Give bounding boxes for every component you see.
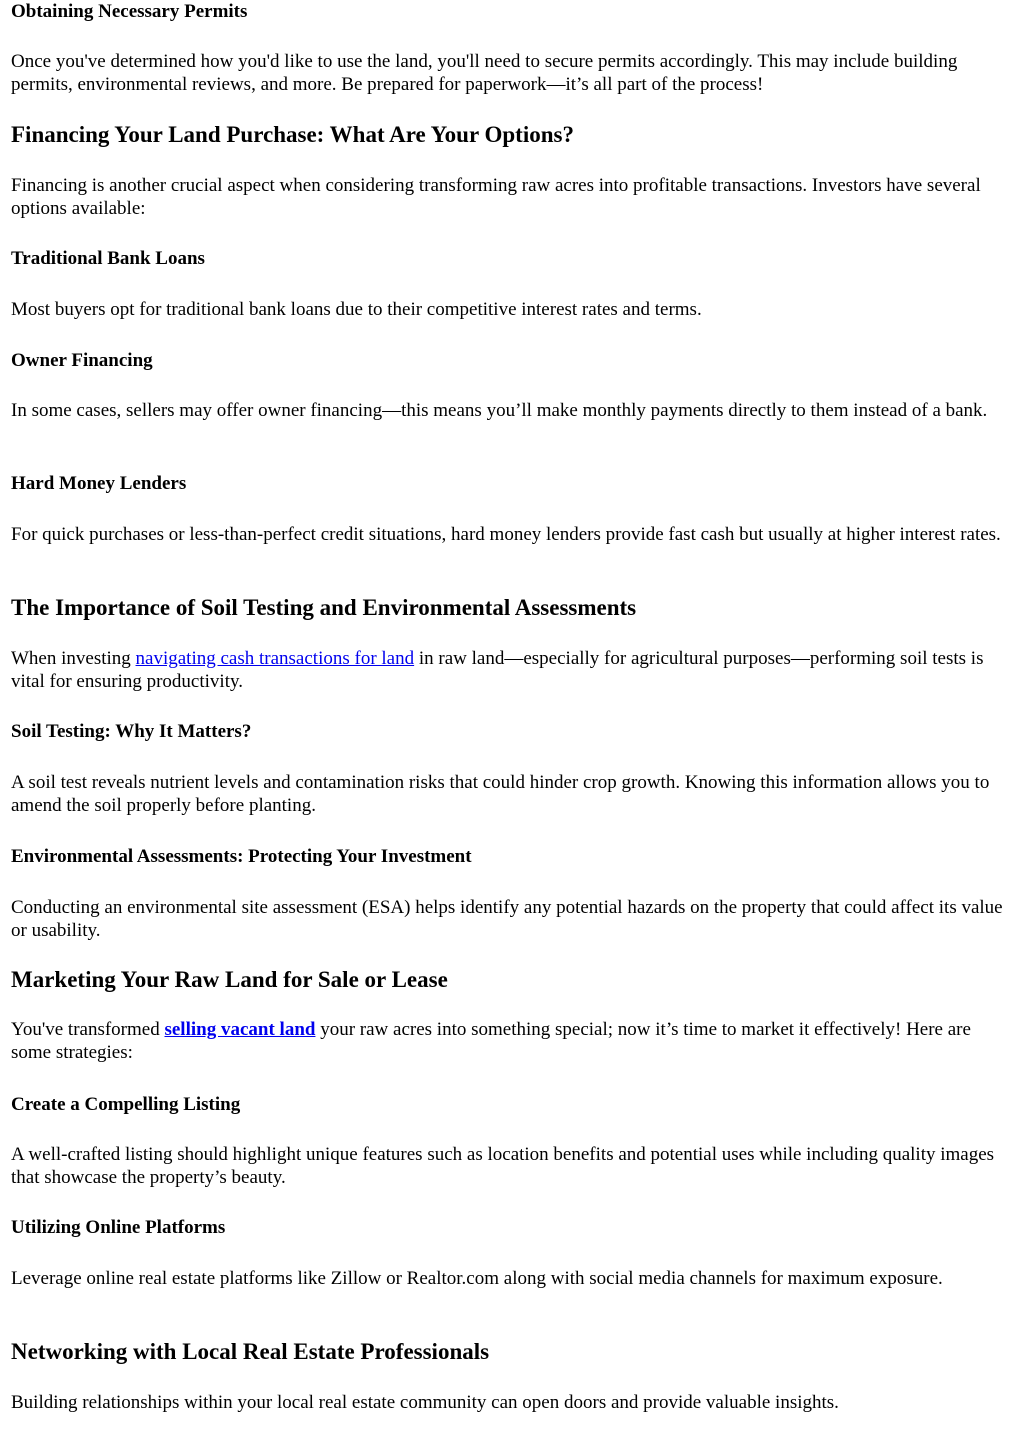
heading-marketing: Marketing Your Raw Land for Sale or Lease	[11, 967, 448, 992]
paragraph-environmental-assessments: Conducting an environmental site assessment (ESA) helps identify any potential hazards on the property that could affect its value or usability.	[11, 897, 1003, 941]
paragraph-compelling-listing: A well-crafted listing should highlight unique features such as location benefits and potential uses while including quality images that showcase the property’s beauty.	[11, 1144, 995, 1188]
heading-obtaining-permits: Obtaining Necessary Permits	[11, 1, 248, 22]
marketing-intro-before: You've transformed	[11, 1019, 165, 1040]
heading-online-platforms: Utilizing Online Platforms	[11, 1217, 226, 1238]
heading-environmental-assessments: Environmental Assessments: Protecting Your Investment	[11, 846, 472, 867]
paragraph-online-platforms: Leverage online real estate platforms like Zillow or Realtor.com along with social media channels for maximum exposure.	[11, 1268, 943, 1289]
paragraph-soil-testing: A soil test reveals nutrient levels and contamination risks that could hinder crop growth. Knowing this information allows you to amend the soil properly before planting.	[11, 772, 990, 816]
soil-intro-before: When investing	[11, 648, 136, 669]
heading-bank-loans: Traditional Bank Loans	[11, 248, 205, 269]
link-navigating-cash-transactions[interactable]: navigating cash transactions for land	[135, 648, 415, 669]
heading-hard-money: Hard Money Lenders	[11, 473, 187, 494]
paragraph-hard-money: For quick purchases or less-than-perfect credit situations, hard money lenders provide fast cash but usually at higher interest rates.	[11, 524, 1001, 545]
heading-compelling-listing: Create a Compelling Listing	[11, 1094, 241, 1115]
soil-intro-after: in raw land—especially for agricultural purposes—performing soil tests is vital for ensuring productivity.	[11, 648, 984, 692]
heading-soil-testing-importance: The Importance of Soil Testing and Environmental Assessments	[11, 595, 637, 620]
paragraph-owner-financing: In some cases, sellers may offer owner financing—this means you’ll make monthly payments directly to them instead of a bank.	[11, 400, 988, 421]
paragraph-permits: Once you've determined how you'd like to use the land, you'll need to secure permits accordingly. This may include building permits, environmental reviews, and more. Be prepared for paperwork—it’s all part of the process!	[11, 51, 958, 95]
paragraph-networking: Building relationships within your local real estate community can open doors and provide valuable insights.	[11, 1392, 839, 1413]
marketing-intro-after: your raw acres into something special; now it’s time to market it effectively! Here are some strategies:	[11, 1019, 971, 1063]
paragraph-bank-loans: Most buyers opt for traditional bank loans due to their competitive interest rates and terms.	[11, 299, 702, 320]
paragraph-financing-intro: Financing is another crucial aspect when considering transforming raw acres into profitable transactions. Investors have several options available:	[11, 175, 981, 219]
heading-financing: Financing Your Land Purchase: What Are Your Options?	[11, 122, 574, 147]
heading-owner-financing: Owner Financing	[11, 350, 153, 371]
paragraph-marketing-intro	[11, 1018, 1013, 1064]
heading-networking: Networking with Local Real Estate Professionals	[11, 1339, 490, 1364]
paragraph-soil-intro	[11, 647, 1013, 693]
link-selling-vacant-land[interactable]: selling vacant land	[164, 1019, 316, 1040]
heading-soil-testing: Soil Testing: Why It Matters?	[11, 721, 252, 742]
